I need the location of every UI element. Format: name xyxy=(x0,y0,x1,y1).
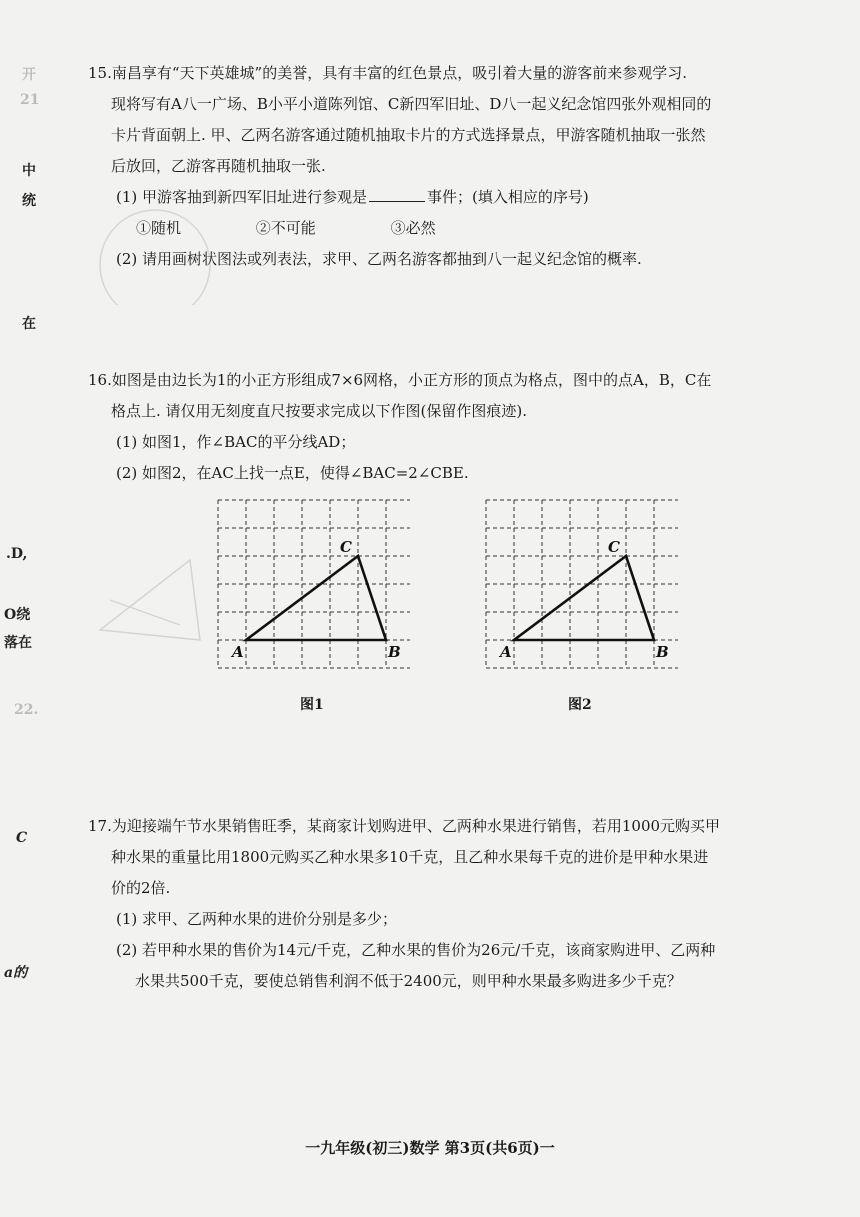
question-15-part-2: (2) 请用画树状图法或列表法，求甲、乙两名游客都抽到八一起义纪念馆的概率. xyxy=(116,250,642,268)
figure-2-grid xyxy=(478,492,678,692)
margin-fragment: O绕 xyxy=(4,607,31,623)
question-17-part-2-line: 水果共500千克，要使总销售利润不低于2400元，则甲种水果最多购进多少千克？ xyxy=(135,972,682,990)
question-16-stem-line: 16.如图是由边长为1的小正方形组成7×6网格，小正方形的顶点为格点，图中的点A，B，C在 xyxy=(88,371,712,389)
point-b-label: B xyxy=(388,643,401,661)
question-15 xyxy=(88,58,823,275)
question-16 xyxy=(88,365,823,489)
answer-blank xyxy=(369,183,425,202)
margin-fragment: 21 xyxy=(20,92,40,108)
margin-fragment: C xyxy=(16,830,28,846)
point-b-label: B xyxy=(656,643,669,661)
option-random: ①随机 xyxy=(136,219,182,237)
triangle-abc xyxy=(246,556,386,640)
figure-2-caption: 图2 xyxy=(568,697,592,713)
question-15-options xyxy=(88,213,823,244)
question-15-stem-line: 卡片背面朝上. 甲、乙两名游客通过随机抽取卡片的方式选择景点，甲游客随机抽取一张然 xyxy=(111,126,706,144)
margin-fragment: 开 xyxy=(22,67,36,83)
question-15-part-1-text: 事件；(填入相应的序号) xyxy=(427,188,589,206)
point-a-label: A xyxy=(232,643,244,661)
option-impossible: ②不可能 xyxy=(255,219,316,237)
question-16-stem-line: 格点上. 请仅用无刻度直尺按要求完成以下作图(保留作图痕迹). xyxy=(111,402,528,420)
figure-1-caption: 图1 xyxy=(300,697,324,713)
point-c-label: C xyxy=(608,538,620,556)
margin-fragment: 在 xyxy=(22,316,36,332)
triangle-abc xyxy=(514,556,654,640)
question-16-part-2: (2) 如图2，在AC上找一点E，使得∠BAC=2∠CBE. xyxy=(116,464,469,482)
page-footer: 一九年级(初三)数学 第3页(共6页)一 xyxy=(305,1139,555,1157)
question-17-stem-line: 17.为迎接端午节水果销售旺季，某商家计划购进甲、乙两种水果进行销售，若用1000元购买甲 xyxy=(88,817,721,835)
question-15-stem-line: 现将写有A八一广场、B小平小道陈列馆、C新四军旧址、D八一起义纪念馆四张外观相同的 xyxy=(111,95,712,113)
option-certain: ③必然 xyxy=(390,219,436,237)
margin-fragment: 落在 xyxy=(4,635,32,651)
bleed-through-area xyxy=(110,710,810,800)
margin-fragment: .D, xyxy=(6,546,28,562)
question-17-part-2-line: (2) 若甲种水果的售价为14元/千克，乙种水果的售价为26元/千克，该商家购进甲、乙两种 xyxy=(116,941,716,959)
margin-fragment: 统 xyxy=(22,193,36,209)
question-15-part-1 xyxy=(88,182,823,213)
question-17-stem-line: 种水果的重量比用1800元购买乙种水果多10千克，且乙种水果每千克的进价是甲种水果进 xyxy=(111,848,709,866)
bleed-through-sketch xyxy=(90,540,210,650)
question-17 xyxy=(88,811,823,997)
figure-1-grid xyxy=(210,492,410,692)
question-16-part-1: (1) 如图1，作∠BAC的平分线AD； xyxy=(116,433,356,451)
question-15-part-1-text: (1) 甲游客抽到新四军旧址进行参观是 xyxy=(116,188,368,206)
question-15-stem-line: 15.南昌享有“天下英雄城”的美誉，具有丰富的红色景点，吸引着大量的游客前来参观学习. xyxy=(88,64,687,82)
question-15-stem-line: 后放回，乙游客再随机抽取一张. xyxy=(111,157,326,175)
question-17-stem-line: 价的2倍. xyxy=(111,879,171,897)
margin-fragment: a的 xyxy=(4,965,28,981)
point-c-label: C xyxy=(340,538,352,556)
point-a-label: A xyxy=(500,643,512,661)
margin-fragment: 中 xyxy=(22,163,36,179)
question-17-part-1: (1) 求甲、乙两种水果的进价分别是多少； xyxy=(116,910,398,928)
margin-fragment: 22. xyxy=(14,702,39,718)
